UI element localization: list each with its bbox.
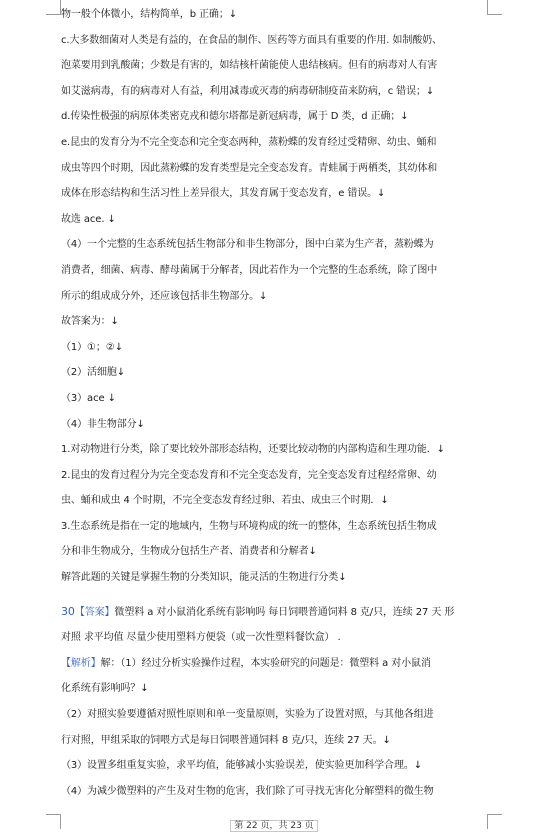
text-line: 成虫等四个时期，因此蒸粉蝶的发育类型是完全变态发育。青蛙属于两栖类，其幼体和 [61,162,438,174]
analysis-line: （2）对照实验要遵循对照性原则和单一变量原则，实验为了设置对照，与其他各组进 [61,709,434,721]
text-line: 所示的组成成分外，还应该包括非生物部分。↓ [61,290,268,302]
text-line: （4）一个完整的生态系统包括生物部分和非生物部分，图中白菜为生产者，蒸粉蝶为 [61,239,434,251]
text-line: 分和非生物成分，生物成分包括生产者、消费者和分解者↓ [61,546,317,558]
text-line: 2.昆虫的发育过程分为完全变态发育和不完全变态发育，完全变态发育过程经常卵、幼 [61,469,437,481]
text-line: 解答此题的关键是掌握生物的分类知识，能灵活的生物进行分类↓ [61,572,347,584]
analysis-line: 行对照，甲组采取的饲喂方式是每日饲喂普通饲料 8 克/只，连续 27 天。↓ [61,734,391,746]
crop-mark-top-left [46,0,61,15]
analysis-line: （3）设置多组重复实验，求平均值，能够减小实验误差，使实验更加科学合理。↓ [61,760,423,772]
analysis-text: 解：（1）经过分析实验操作过程，本实验研究的问题是：微塑料 a 对小鼠消 [100,657,431,669]
text-line: 成体在形态结构和生活习性上差异很大，其发育属于变态发育，e 错误。↓ [61,188,386,200]
analysis-tag: 【解析】 [61,657,101,669]
text-line: 故选 ace. ↓ [61,213,116,225]
answer-text-continued: 对照 求平均值 尽量少使用塑料方便袋（或一次性塑料餐饮盒） . [61,632,341,644]
answer-tag: 【答案】 [74,606,115,618]
text-line: e.昆虫的发育分为不完全变态和完全变态两种，蒸粉蝶的发育经过受精卵、幼虫、蛹和 [61,136,437,148]
text-line: 3.生态系统是指在一定的地域内，生物与环境构成的统一的整体，生态系统包括生物成 [61,520,437,532]
question-30-answer [61,605,491,619]
text-line: 如艾滋病毒，有的病毒对人有益，利用减毒或灭毒的病毒研制疫苗来防病，c 错误；↓ [61,85,435,97]
answer-text: 微塑料 a 对小鼠消化系统有影响吗 每日饲喂普通饲料 8 克/只，连续 27 天 形 [114,606,455,618]
text-line: （3）ace ↓ [61,392,116,404]
page-footer [0,818,548,831]
text-line: 虫、蛹和成虫 4 个时期，不完全变态发育经过卵、若虫、成虫三个时期．↓ [61,495,389,507]
text-line: 泡菜要用到乳酸菌；少数是有害的，如结核杆菌能使人患结核病。但有的病毒对人有害 [61,60,438,72]
page-number: 第 22 页，共 23 页 [230,820,317,832]
text-line: 物一般个体微小，结构简单，b 正确；↓ [61,9,238,20]
page-body [61,8,491,810]
text-line: 1.对动物进行分类，除了要比较外部形态结构，还要比较动物的内部构造和生理功能．↓ [61,444,445,456]
text-line: （4）非生物部分↓ [61,418,145,430]
text-line: 故答案为：↓ [61,316,119,328]
text-line: c.大多数细菌对人类是有益的，在食品的制作、医药等方面具有重要的作用. 如制酸奶、 [61,34,442,46]
question-number: 30 [61,604,75,618]
text-line: d.传染性极强的病原体类密克戎和德尔塔都是新冠病毒，属于 D 类，d 正确；↓ [61,111,409,123]
text-line: （1）①；②↓ [61,341,123,353]
analysis-line: （4）为减少微塑料的产生及对生物的危害，我们除了可寻找无害化分解塑料的微生物 [61,785,434,797]
text-line: 消费者，细菌、病毒、酵母菌属于分解者，因此若作为一个完整的生态系统，除了图中 [61,264,438,276]
analysis-first-line [61,657,491,670]
analysis-line: 化系统有影响吗？↓ [61,683,149,695]
text-line: （2）活细胞↓ [61,367,126,379]
